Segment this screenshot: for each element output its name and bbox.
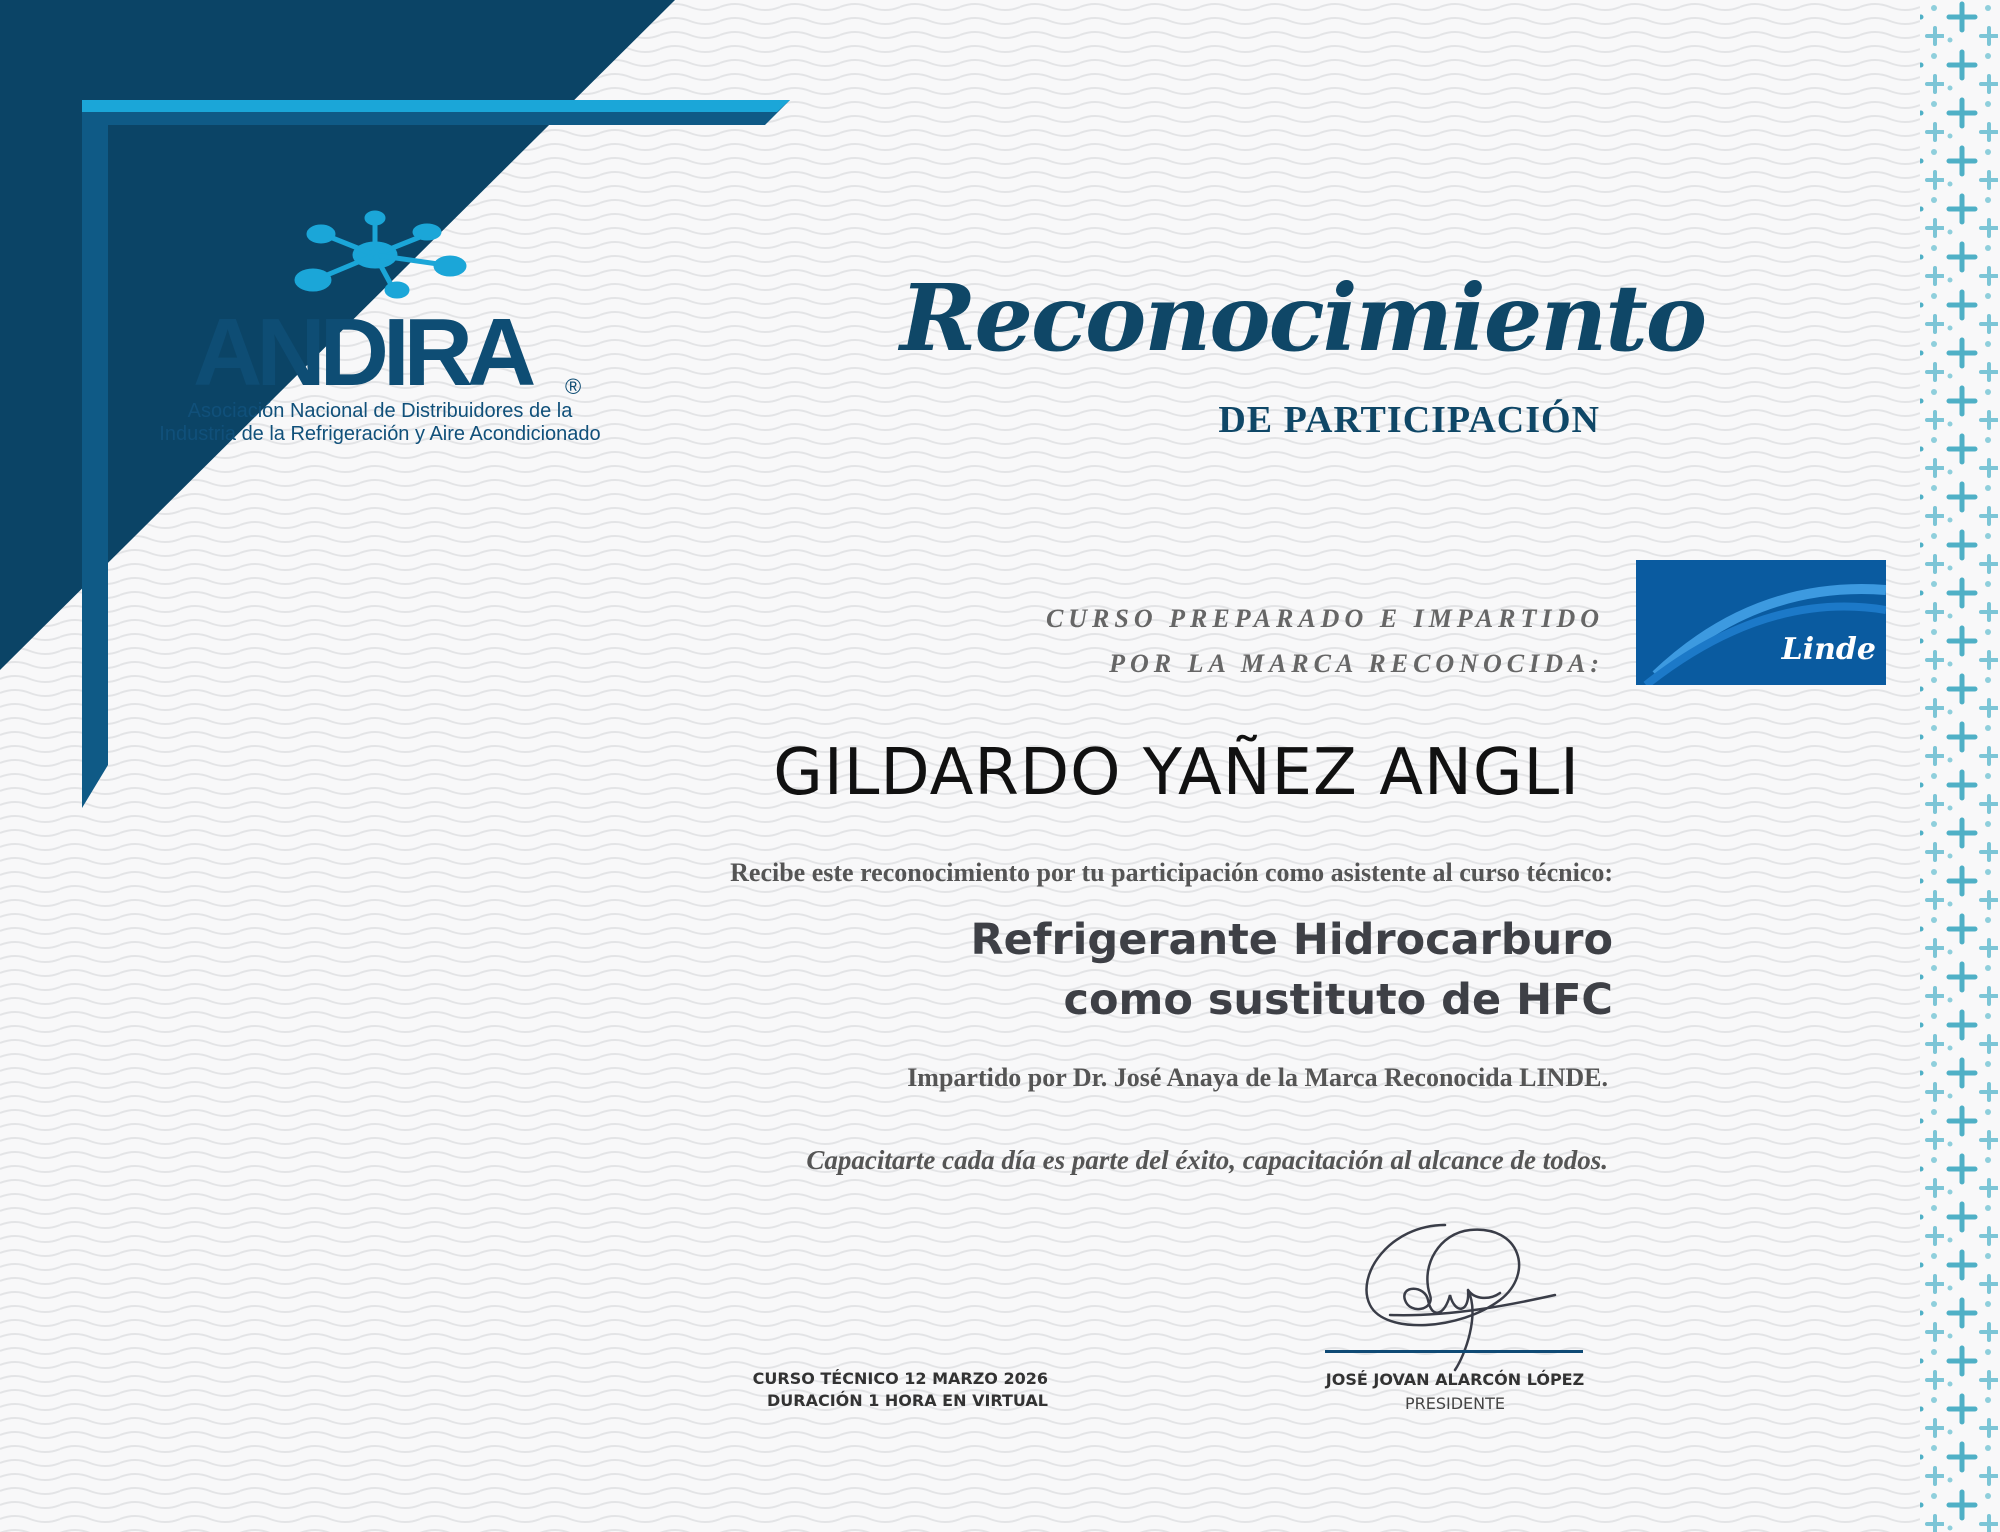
organization-full-name [150,400,610,446]
instructor-text: Impartido por Dr. José Anaya de la Marca Reconocida LINDE. [907,1063,1608,1092]
signer-name: JOSÉ JOVAN ALARCÓN LÓPEZ [1325,1370,1585,1389]
prepared-by-line2: POR LA MARCA RECONOCIDA: [1109,649,1604,678]
course-title [860,910,1613,1030]
prepared-by-text [960,596,1604,686]
certificate-title: Reconocimiento [900,264,1706,372]
andira-snowflake-icon [285,210,475,300]
motto-text: Capacitarte cada día es parte del éxito, capacitación al alcance de todos. [806,1145,1608,1175]
organization-name-line2: Industria de la Refrigeración y Aire Acondicionado [159,423,601,445]
linde-logo [1636,560,1886,685]
organization-name-line1: Asociación Nacional de Distribuidores de la [187,400,573,422]
signer-role: PRESIDENTE [1404,1394,1506,1413]
registered-mark: ® [565,374,582,399]
course-title-line2: como sustituto de HFC [1063,975,1613,1025]
course-title-line1: Refrigerante Hidrocarburo [970,915,1613,965]
andira-logo-text: ANDIRA [193,299,531,406]
course-info-date: CURSO TÉCNICO 12 MARZO 2026 [752,1369,1048,1388]
course-info [740,1368,1048,1412]
course-info-duration: DURACIÓN 1 HORA EN VIRTUAL [766,1391,1048,1410]
linde-wordmark: Linde [1781,632,1876,667]
certificate-subtitle: DE PARTICIPACIÓN [1218,399,1600,441]
recipient-name: GILDARDO YAÑEZ ANGLI [773,736,1580,810]
prepared-by-line1: CURSO PREPARADO E IMPARTIDO [1045,604,1604,633]
signature-line [1325,1350,1583,1353]
recognition-intro: Recibe este reconocimiento por tu participación como asistente al curso técnico: [730,858,1613,887]
